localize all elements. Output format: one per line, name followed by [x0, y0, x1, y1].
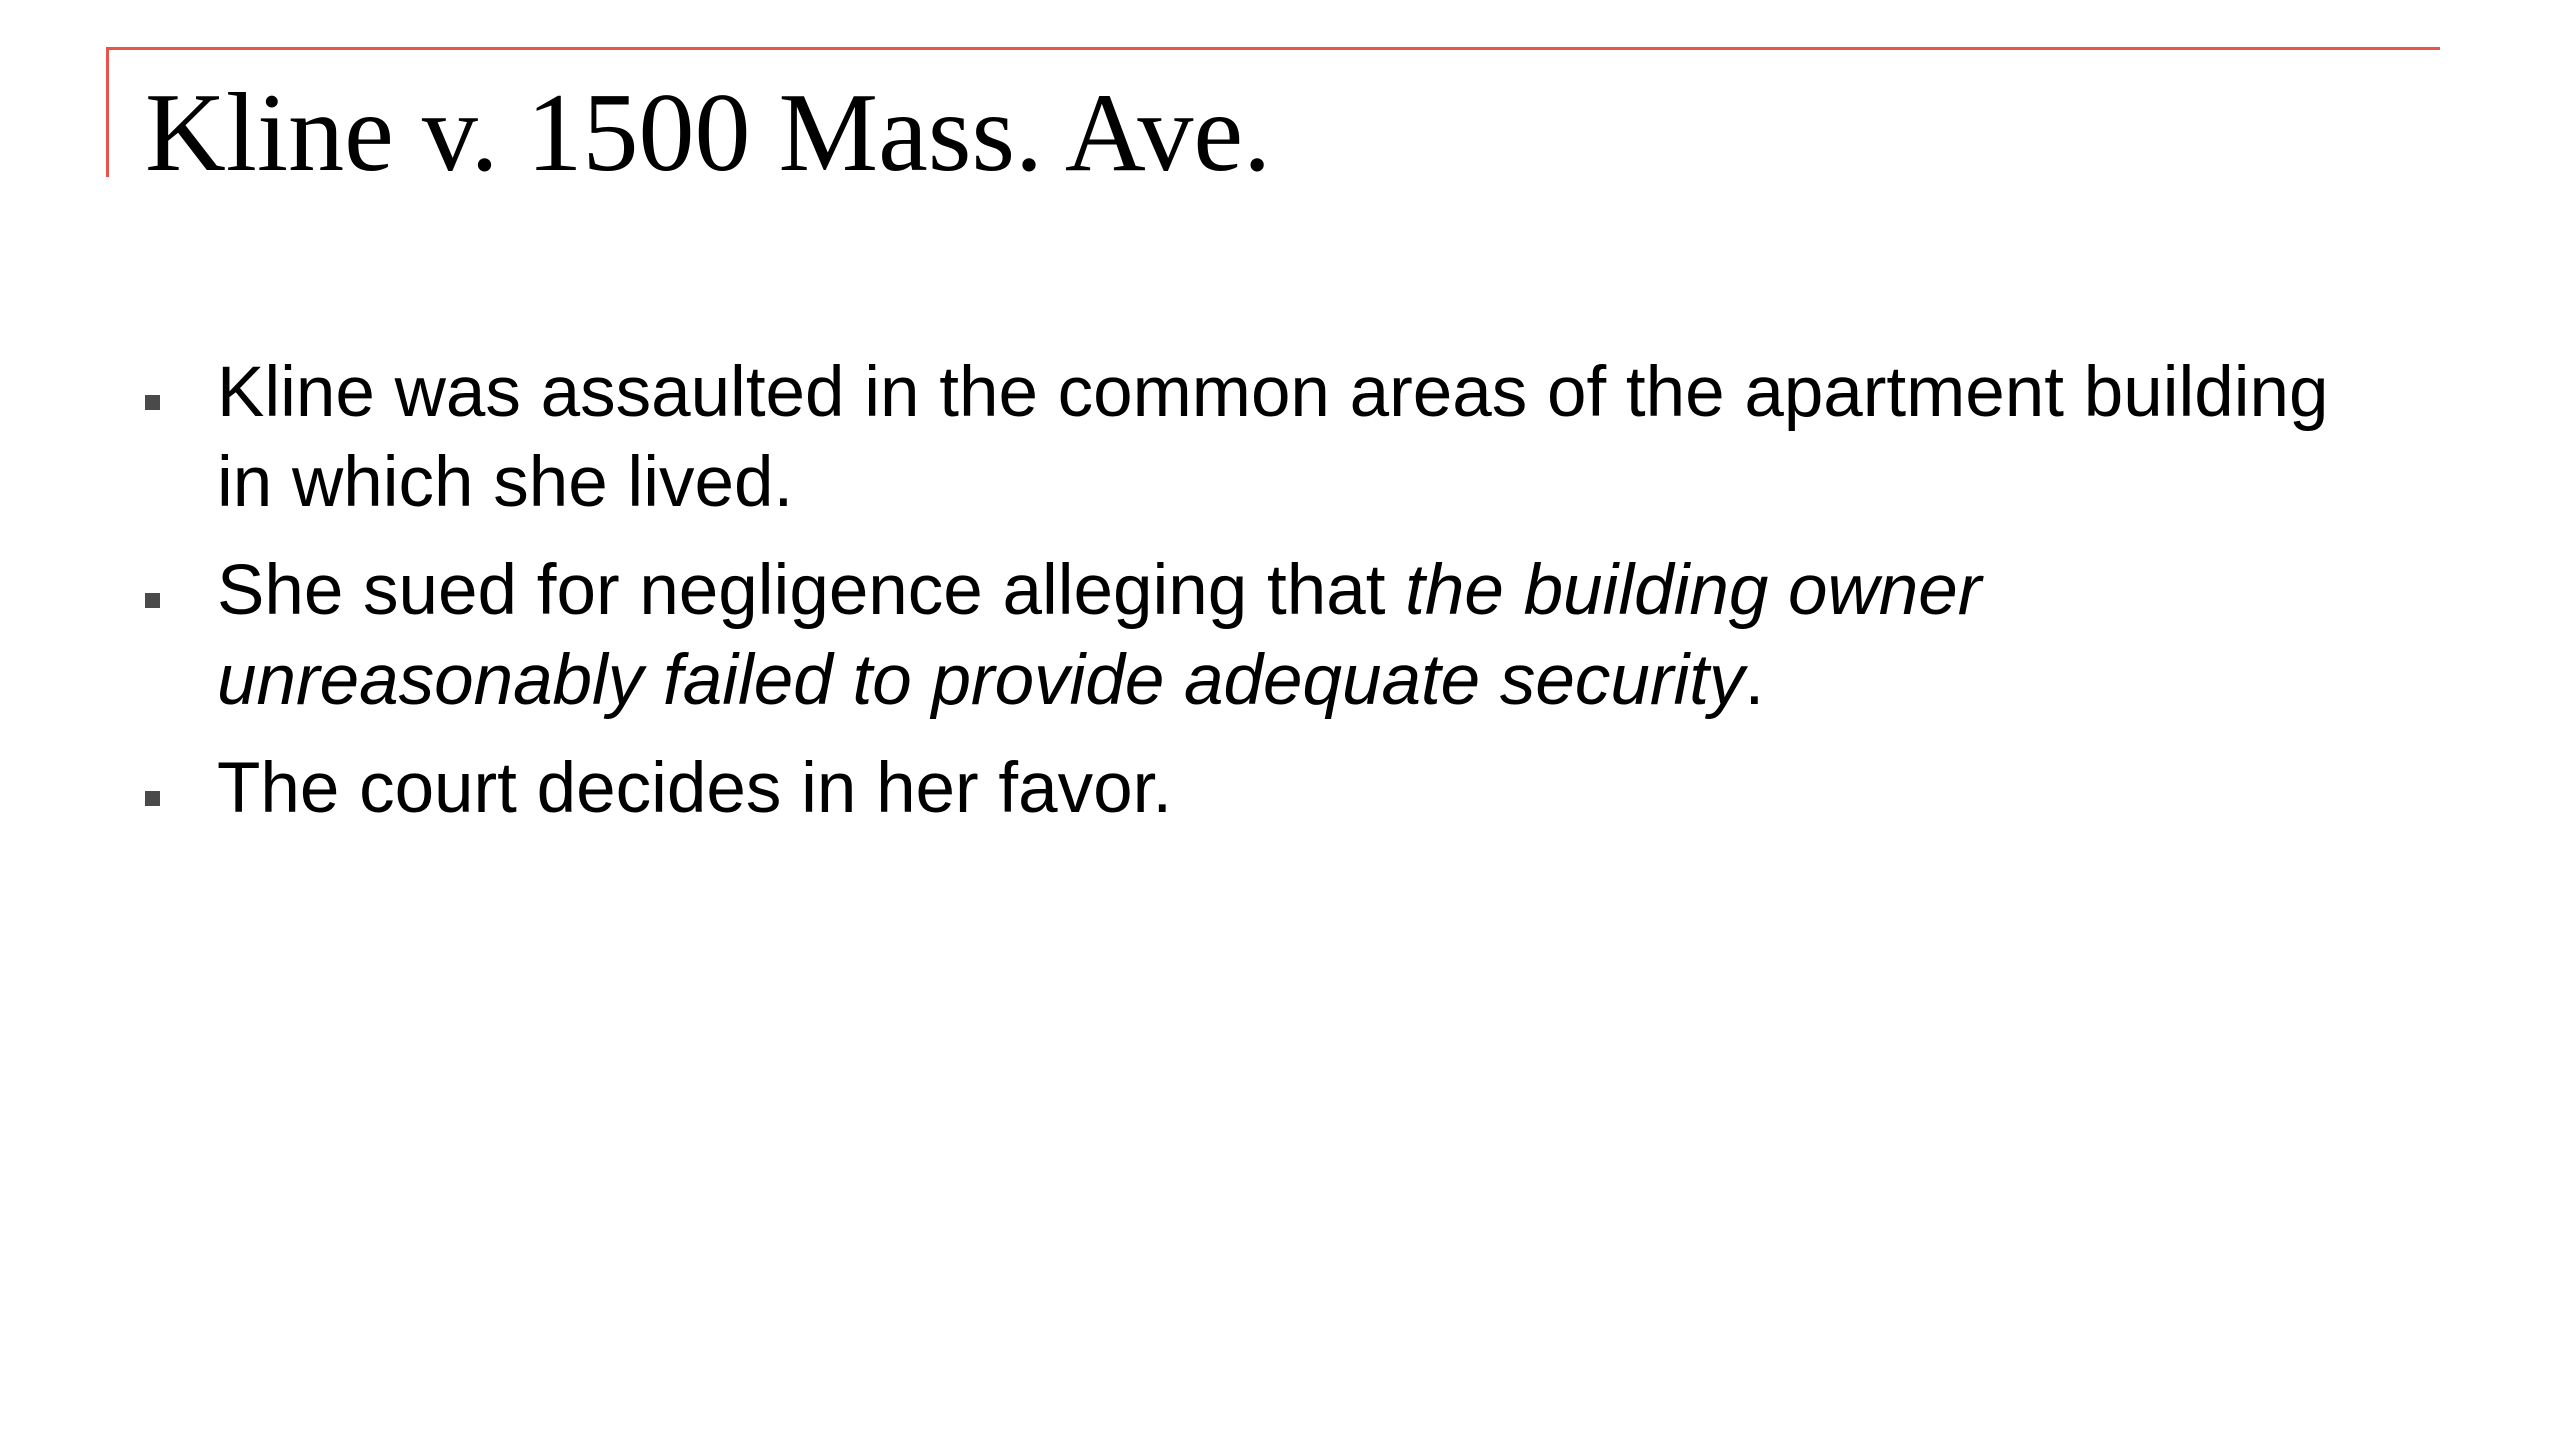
bullet-item [145, 546, 2395, 726]
title-accent-line-top [106, 47, 2440, 50]
bullet-list [145, 348, 2395, 852]
bullet-item [145, 348, 2395, 528]
square-bullet-icon [145, 791, 160, 806]
title-accent-line-left [106, 47, 109, 177]
bullet-item [145, 744, 2395, 834]
square-bullet-icon [145, 593, 160, 608]
bullet-text: The court decides in her favor. [217, 749, 1173, 828]
slide-title: Kline v. 1500 Mass. Ave. [145, 71, 1272, 195]
bullet-text-period: . [1744, 641, 1765, 720]
bullet-text-plain: She sued for negligence alleging that [217, 551, 1406, 630]
bullet-text [217, 546, 2395, 726]
square-bullet-icon [145, 395, 160, 410]
bullet-text-italic: the building owner unreasonably failed to provide adequate security [217, 551, 1982, 720]
bullet-text: Kline was assaulted in the common areas of the apartment building in which she lived. [217, 353, 2329, 522]
